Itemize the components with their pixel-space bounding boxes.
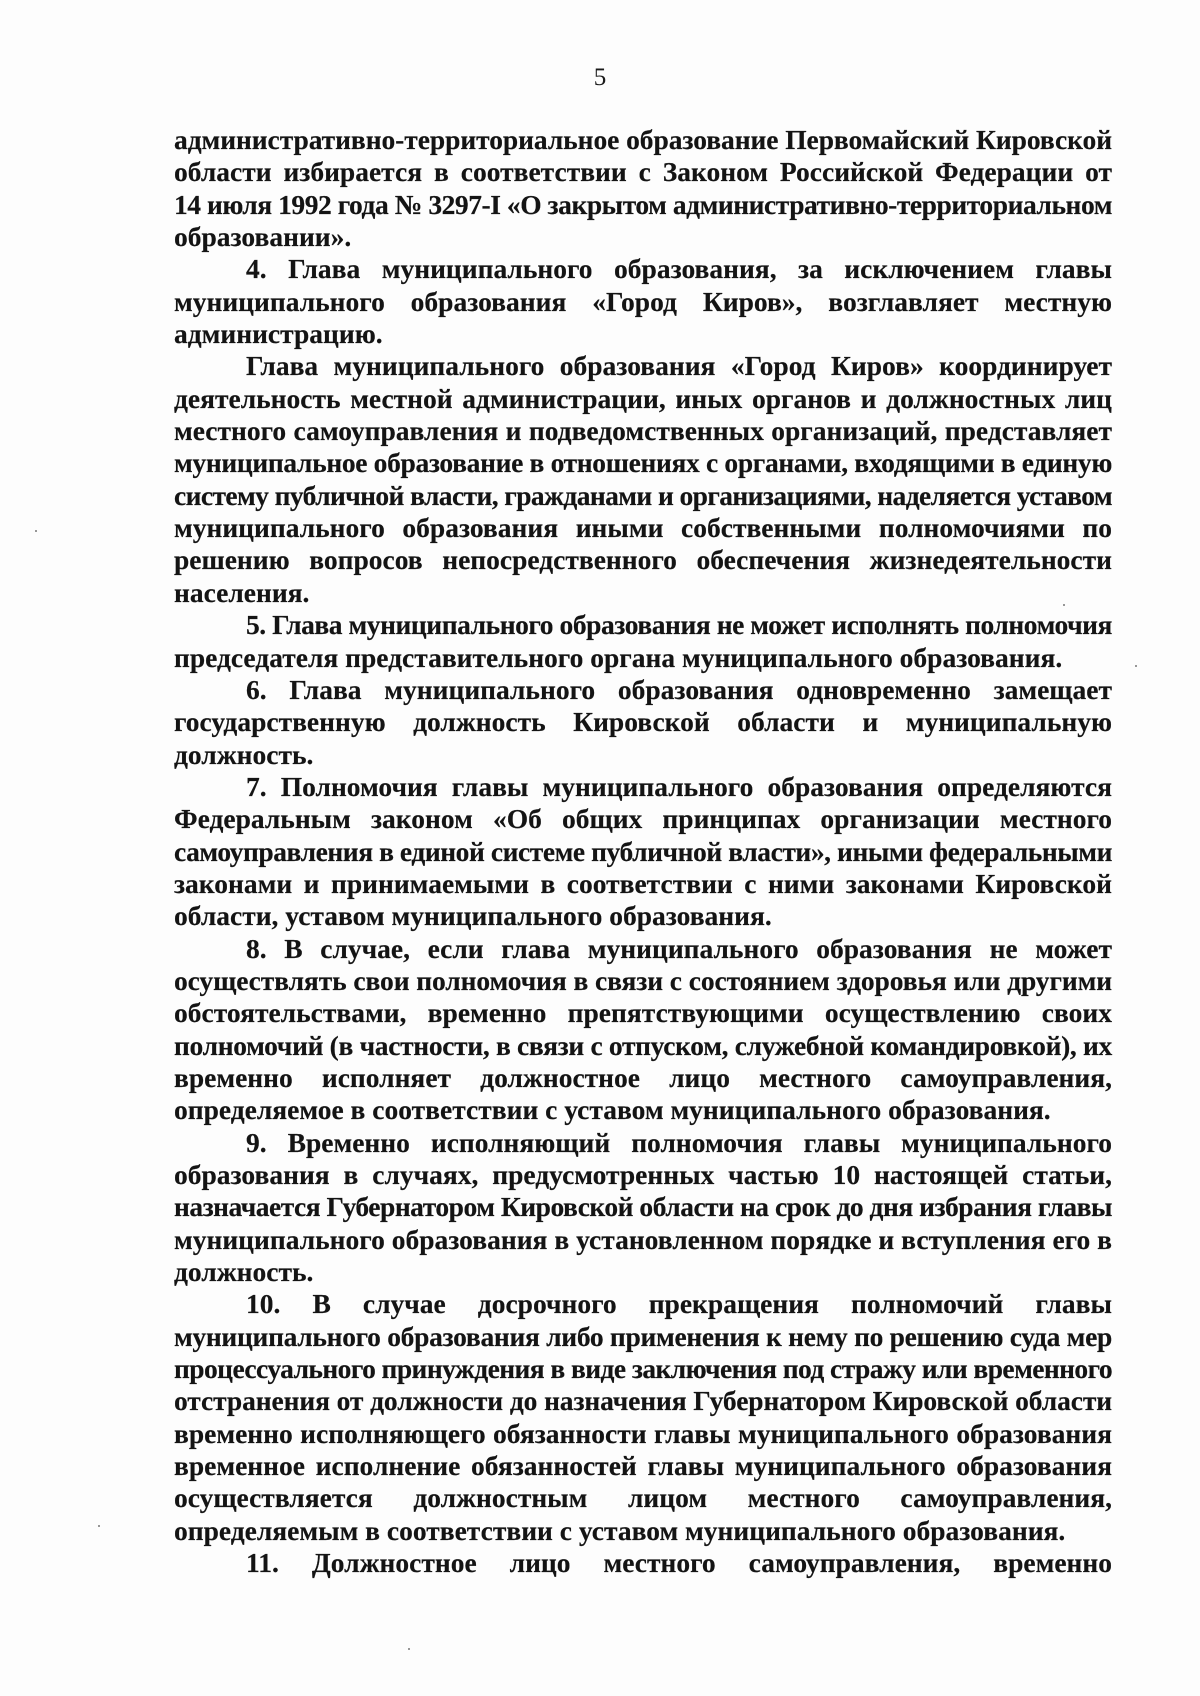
text-line: осуществляется должностным лицом местного самоуправления, <box>174 1482 1112 1514</box>
text-line: государственную должность Кировской области и муниципальную <box>174 706 1112 738</box>
text-line: Глава муниципального образования «Город Киров» координирует <box>246 350 1112 382</box>
scan-speck <box>408 1648 410 1650</box>
text-line: отстранения от должности до назначения Губернатором Кировской области <box>174 1385 1112 1417</box>
text-line: местного самоуправления и подведомственных организаций, представляет <box>174 415 1112 447</box>
document-body <box>174 124 1112 1579</box>
text-line: определяемым в соответствии с уставом муниципального образования. <box>174 1514 1066 1546</box>
text-line: администрацию. <box>174 318 383 350</box>
scan-speck <box>35 530 37 532</box>
text-line: 9. Временно исполняющий полномочия главы муниципального <box>246 1126 1112 1158</box>
text-line: законами и принимаемыми в соответствии с ними законами Кировской <box>174 867 1112 899</box>
text-line: определяемое в соответствии с уставом муниципального образования. <box>174 1094 1051 1126</box>
text-line: муниципального образования в установленном порядке и вступления его в <box>174 1223 1112 1255</box>
text-line: 14 июля 1992 года № 3297-I «О закрытом административно-территориальном <box>174 188 1112 220</box>
text-line: осуществлять свои полномочия в связи с состоянием здоровья или другими <box>174 964 1112 996</box>
text-line: муниципальное образование в отношениях с органами, входящими в единую <box>174 447 1112 479</box>
page-number: 5 <box>593 64 607 91</box>
text-line: должность. <box>174 1256 314 1288</box>
text-line: временное исполнение обязанностей главы муниципального образования <box>174 1450 1112 1482</box>
text-line: временно исполняющего обязанности главы муниципального образования <box>174 1417 1112 1449</box>
text-line: обстоятельствами, временно препятствующими осуществлению своих <box>174 997 1112 1029</box>
text-line: решению вопросов непосредственного обеспечения жизнедеятельности <box>174 544 1112 576</box>
text-line: председателя представительного органа муниципального образования. <box>174 641 1063 673</box>
text-line: муниципального образования иными собственными полномочиями по <box>174 512 1112 544</box>
text-line: населения. <box>174 576 310 608</box>
text-line: муниципального образования либо применения к нему по решению суда мер <box>174 1320 1112 1352</box>
scan-speck <box>1135 665 1137 667</box>
text-line: самоуправления в единой системе публичной власти», иными федеральными <box>174 835 1112 867</box>
text-line: Федеральным законом «Об общих принципах организации местного <box>174 803 1112 835</box>
text-line: муниципального образования «Город Киров», возглавляет местную <box>174 285 1112 317</box>
text-line: процессуального принуждения в виде заключения под стражу или временного <box>174 1353 1112 1385</box>
text-line: 10. В случае досрочного прекращения полномочий главы <box>246 1288 1112 1320</box>
scan-speck <box>98 1525 100 1527</box>
text-line: назначается Губернатором Кировской области на срок до дня избрания главы <box>174 1191 1112 1223</box>
text-line: образования в случаях, предусмотренных частью 10 настоящей статьи, <box>174 1159 1112 1190</box>
text-line: систему публичной власти, гражданами и организациями, наделяется уставом <box>174 479 1112 511</box>
scan-speck <box>1063 604 1065 606</box>
text-line: 4. Глава муниципального образования, за исключением главы <box>246 253 1112 285</box>
text-line: временно исполняет должностное лицо местного самоуправления, <box>174 1061 1112 1093</box>
text-line: образовании». <box>174 221 352 253</box>
text-line: должность. <box>174 738 314 770</box>
text-line: области, уставом муниципального образования. <box>174 900 772 932</box>
text-line: 7. Полномочия главы муниципального образования определяются <box>246 770 1112 802</box>
text-line: 11. Должностное лицо местного самоуправления, временно <box>246 1547 1112 1579</box>
text-line: 6. Глава муниципального образования одновременно замещает <box>246 673 1112 705</box>
text-line: полномочий (в частности, в связи с отпуском, служебной командировкой), их <box>174 1029 1112 1061</box>
text-line: 8. В случае, если глава муниципального образования не может <box>246 932 1112 964</box>
text-line: административно-территориальное образование Первомайский Кировской <box>174 124 1112 155</box>
text-line: 5. Глава муниципального образования не может исполнять полномочия <box>246 609 1112 641</box>
text-line: области избирается в соответствии с Законом Российской Федерации от <box>174 156 1112 188</box>
text-line: деятельность местной администрации, иных органов и должностных лиц <box>174 382 1112 414</box>
